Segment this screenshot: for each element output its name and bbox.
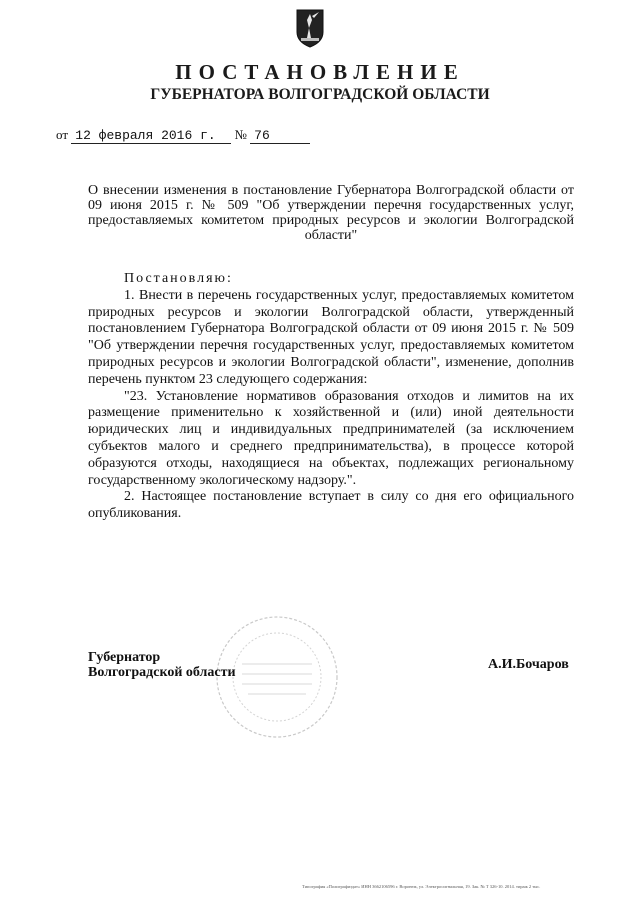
paragraph-item-1-quote: "23. Установление нормативов образования отходов и лимитов на их размещение применительно к хозяйственной и (или) иной деятельности юридических лиц и индивидуальных предпринимателей (за исключением субъектов малого и среднего предпринимательства), в процессе которой образуются отходы, находящиеся на объектах, подлежащих региональному государственному экологическому надзору.".	[88, 388, 574, 488]
print-footer-note: Типография «Полиграфиздат» ИНН 3662106596 г. Воронеж, ул. Электросигнальная, 19. Зак. № Т 326-10. 2014. тираж 2 тыс.	[302, 884, 541, 889]
coat-of-arms-emblem-icon	[295, 8, 325, 48]
paragraph-item-1: 1. Внести в перечень государственных услуг, предоставляемых комитетом природных ресурсов и экологии Волгоградской области, утвержденный постановлением Губернатора Волгоградской области от 09 июня 2015 г. № 509 "Об утверждении перечня государственных услуг, предоставляемых комитетом природных ресурсов и экологии Волгоградской области", изменение, дополнив перечень пунктом 23 следующего содержания:	[88, 287, 574, 387]
number-sign: №	[234, 127, 247, 142]
document-date: 12 февраля 2016 г.	[71, 128, 231, 144]
date-number-line	[56, 127, 310, 144]
signatory-position	[88, 650, 236, 680]
document-number: 76	[250, 128, 310, 144]
date-prefix: от	[56, 127, 69, 142]
signatory-position-line2: Волгоградской области	[88, 665, 236, 680]
document-subject	[88, 183, 574, 243]
document-body	[88, 271, 574, 523]
decree-word: Постановляю:	[124, 271, 233, 286]
signatory-position-line1: Губернатор	[88, 650, 161, 665]
document-title: ПОСТАНОВЛЕНИЕ	[175, 60, 465, 84]
paragraph-item-2: 2. Настоящее постановление вступает в силу со дня его официального опубликования.	[88, 489, 574, 522]
signatory-name: А.И.Бочаров	[488, 657, 569, 672]
subject-text: О внесении изменения в постановление Губернатора Волгоградской области от 09 июня 2015 г. № 509 "Об утверждении перечня государственных услуг, предоставляемых комитетом природных ресурсов и экологии Волгоградской области"	[88, 183, 574, 243]
document-issuer: ГУБЕРНАТОРА ВОЛГОГРАДСКОЙ ОБЛАСТИ	[150, 86, 490, 103]
